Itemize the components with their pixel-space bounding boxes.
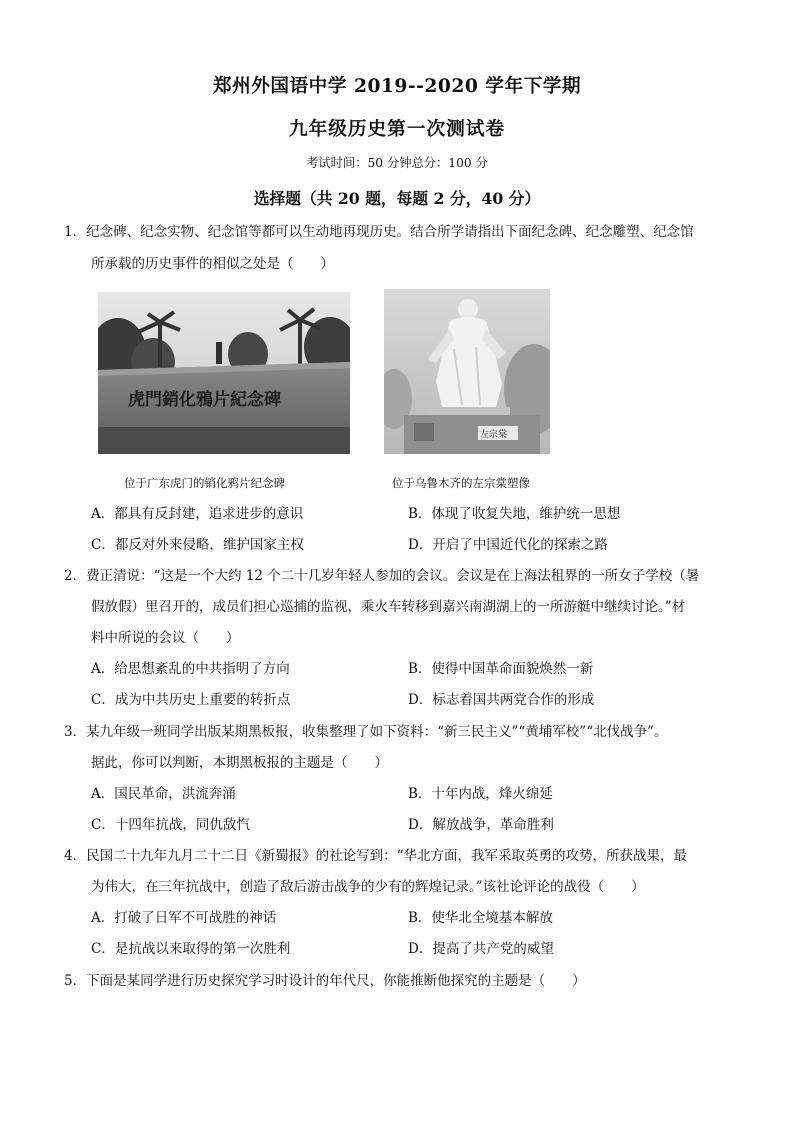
question-1-option-b[interactable]: B．体现了收复失地，维护统一思想 — [408, 506, 621, 522]
exam-school-title: 郑州外国语中学 2019--2020 学年下学期 — [212, 75, 582, 97]
monument-inscription: 虎門銷化鴉片紀念碑 — [128, 390, 281, 410]
question-2-option-d[interactable]: D．标志着国共两党合作的形成 — [408, 692, 595, 708]
question-3-line-1: 3．某九年级一班同学出版某期黑板报，收集整理了如下资料：“新三民主义”“黄埔军校”“北伐战争”。 — [64, 724, 668, 740]
section-title: 选择题（共 20 题，每题 2 分，40 分） — [253, 189, 541, 208]
question-4-option-a[interactable]: A．打破了日军不可战胜的神话 — [91, 910, 277, 926]
question-1-option-d[interactable]: D．开启了中国近代化的探索之路 — [408, 537, 608, 553]
humen-monument-photo — [98, 292, 350, 454]
question-1-option-a[interactable]: A．都具有反封建，追求进步的意识 — [91, 506, 304, 522]
exam-info: 考试时间：50 分钟总分：100 分 — [306, 156, 488, 170]
question-1-line-1: 1．纪念碑、纪念实物、纪念馆等都可以生动地再现历史。结合所学请指出下面纪念碑、纪念雕塑、纪念馆 — [64, 224, 694, 240]
question-3-option-a[interactable]: A．国民革命，洪流奔涌 — [91, 786, 236, 802]
question-4-option-b[interactable]: B．使华北全境基本解放 — [408, 910, 553, 926]
question-3-option-b[interactable]: B．十年内战，烽火绵延 — [408, 786, 553, 802]
question-1-line-2: 所承载的历史事件的相似之处是（ ） — [91, 256, 334, 272]
exam-paper-title: 九年级历史第一次测试卷 — [288, 118, 506, 140]
figure-2-caption: 位于乌鲁木齐的左宗棠塑像 — [392, 476, 530, 490]
zuo-zongtang-statue-photo — [384, 289, 550, 454]
question-4-option-c[interactable]: C．是抗战以来取得的第一次胜利 — [91, 941, 291, 957]
question-2-line-2: 假放假）里召开的，成员们担心巡捕的监视，乘火车转移到嘉兴南湖湖上的一所游艇中继续讨论。”材 — [91, 599, 686, 615]
question-4-option-d[interactable]: D．提高了共产党的威望 — [408, 941, 554, 957]
question-2-option-c[interactable]: C．成为中共历史上重要的转折点 — [91, 692, 291, 708]
question-3-option-d[interactable]: D．解放战争，革命胜利 — [408, 817, 554, 833]
question-4-line-1: 4．民国二十九年九月二十二日《新蜀报》的社论写到：“华北方面，我军采取英勇的攻势，所获战果，最 — [64, 848, 687, 864]
question-3-option-c[interactable]: C．十四年抗战，同仇敌忾 — [91, 817, 250, 833]
question-2-option-a[interactable]: A．给思想紊乱的中共指明了方向 — [91, 661, 290, 677]
question-2-line-3: 料中所说的会议（ ） — [91, 630, 240, 646]
statue-plaque: 左宗棠 — [480, 430, 508, 440]
question-1-option-c[interactable]: C．都反对外来侵略，维护国家主权 — [91, 537, 304, 553]
figure-1-caption: 位于广东虎门的销化鸦片纪念碑 — [124, 476, 285, 490]
question-4-line-2: 为伟大，在三年抗战中，创造了敌后游击战争的少有的辉煌记录。”该社论评论的战役（ ） — [91, 879, 645, 895]
question-5-line-1: 5．下面是某同学进行历史探究学习时设计的年代尺，你能推断他探究的主题是（ ） — [64, 973, 586, 989]
question-2-option-b[interactable]: B．使得中国革命面貌焕然一新 — [408, 661, 594, 677]
question-2-line-1: 2．费正清说：“这是一个大约 12 个二十几岁年轻人参加的会议。会议是在上海法租界的一所女子学校（暑 — [64, 568, 700, 584]
question-3-line-2: 据此，你可以判断，本期黑板报的主题是（ ） — [91, 755, 388, 771]
